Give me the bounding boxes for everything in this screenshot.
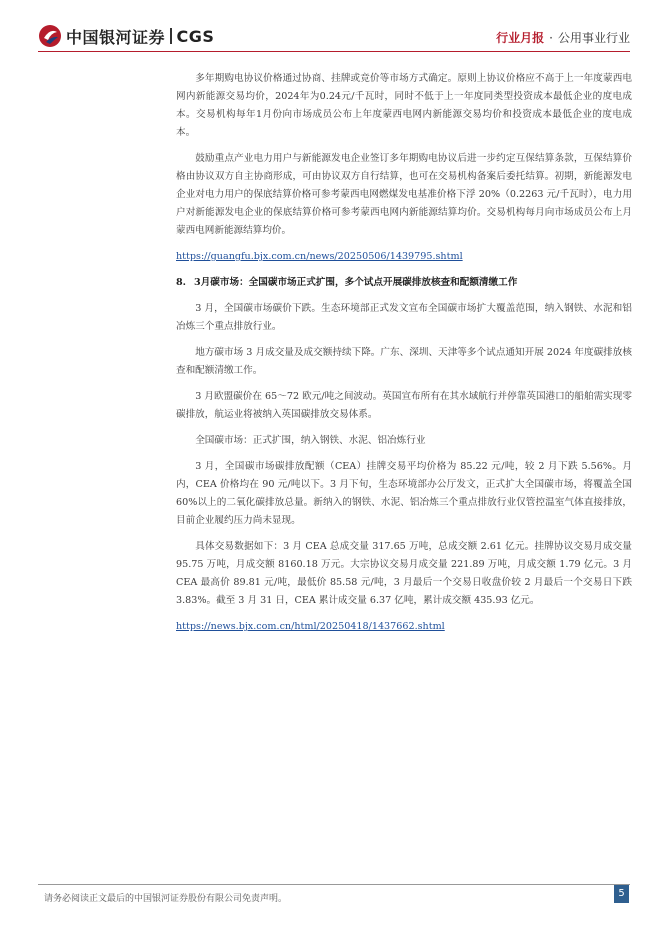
header-divider xyxy=(38,51,630,52)
industry-name: 公用事业行业 xyxy=(557,31,630,45)
page-header xyxy=(0,0,662,58)
company-logo xyxy=(38,24,214,48)
brand-name-en: CGS xyxy=(176,26,215,46)
cgs-logo-icon xyxy=(38,24,62,48)
paragraph-contract-pricing: 多年期购电协议价格通过协商、挂牌或竞价等市场方式确定。原则上协议价格应不高于上一年度蒙西电网内新能源交易均价，2024年为0.24元/千瓦时，同时不低于上一年度同类型投资成本最低企业的度电成本。交易机构每年1月份向市场成员公布上年度蒙西电网内新能源交易均价和投资成本最低企业的度电成本。 xyxy=(176,73,632,138)
footer-divider xyxy=(38,884,630,885)
source-link-guangfu[interactable]: https://guangfu.bjx.com.cn/news/20250506/1439795.shtml xyxy=(176,251,463,262)
section-number: 8. xyxy=(176,277,187,288)
section-heading-carbon-market xyxy=(176,274,632,292)
page-number: 5 xyxy=(614,885,629,903)
source-link-news[interactable]: https://news.bjx.com.cn/html/20250418/1437662.shtml xyxy=(176,621,445,632)
logo-divider xyxy=(170,28,172,44)
paragraph-national-carbon: 3 月，全国碳市场碳价下跌。生态环境部正式发文宣布全国碳市场扩大覆盖范围，纳入钢铁、水泥和铝冶炼三个重点排放行业。 xyxy=(176,303,632,332)
paragraph-trade-data: 具体交易数据如下：3 月 CEA 总成交量 317.65 万吨，总成交额 2.61 亿元。挂牌协议交易月成交量 95.75 万吨，月成交额 8160.18 万元。大宗协议交易月成交量 221.89 万吨，月成交额 1.79 亿元。3 月 CEA 最高价 89.81 元/吨，最低价 85.58 元/吨，3 月最后一个交易日收盘价较 2 月最后一个交易日下跌 3.83%。截至 3 月 31 日，CEA 累计成交量 6.37 亿吨，累计成交额 435.93 亿元。 xyxy=(176,541,632,606)
paragraph-cea-price: 3 月，全国碳市场碳排放配额（CEA）挂牌交易平均价格为 85.22 元/吨，较 2 月下跌 5.56%。月内，CEA 价格均在 90 元/吨以下。3 月下旬，生态环境部办公厅发文，正式扩大全国碳市场，将覆盖全国 60%以上的二氧化碳排放总量。新纳入的钢铁、水泥、铝冶炼三个重点排放行业仅管控温室气体直接排放，目前企业履约压力尚未显现。 xyxy=(176,461,632,526)
paragraph-local-carbon: 地方碳市场 3 月成交量及成交额持续下降。广东、深圳、天津等多个试点通知开展 2024 年度碳排放核查和配额清缴工作。 xyxy=(176,347,632,376)
paragraph-settlement: 鼓励重点产业电力用户与新能源发电企业签订多年期购电协议后进一步约定互保结算条款，互保结算价格由协议双方自主协商形成，可由协议双方自行结算，也可在交易机构备案后委托结算。初期，新能源发电企业对电力用户的保底结算价格可参考蒙西电网燃煤发电基准价格下浮 20%（0.2263 元/千瓦时），电力用户对新能源发电企业的保底结算价格可参考蒙西电网内新能源结算均价。交易机构每月向市场成员公布上月蒙西电网新能源结算均价。 xyxy=(176,153,632,236)
report-category xyxy=(496,29,630,46)
paragraph-subheading: 全国碳市场：正式扩围，纳入钢铁、水泥、铝冶炼行业 xyxy=(195,435,426,446)
footer-disclaimer: 请务必阅读正文最后的中国银河证券股份有限公司免责声明。 xyxy=(44,894,288,904)
section-title: 3月碳市场：全国碳市场正式扩围，多个试点开展碳排放核查和配额清缴工作 xyxy=(194,277,518,288)
report-type: 行业月报 xyxy=(496,31,545,45)
main-content xyxy=(176,70,632,644)
header-separator: · xyxy=(549,30,553,45)
paragraph-eu-carbon: 3 月欧盟碳价在 65～72 欧元/吨之间波动。英国宣布所有在其水域航行并停靠英国港口的船舶需实现零碳排放，航运业将被纳入英国碳排放交易体系。 xyxy=(176,391,632,420)
brand-name-cn: 中国银河证券 xyxy=(66,27,166,47)
